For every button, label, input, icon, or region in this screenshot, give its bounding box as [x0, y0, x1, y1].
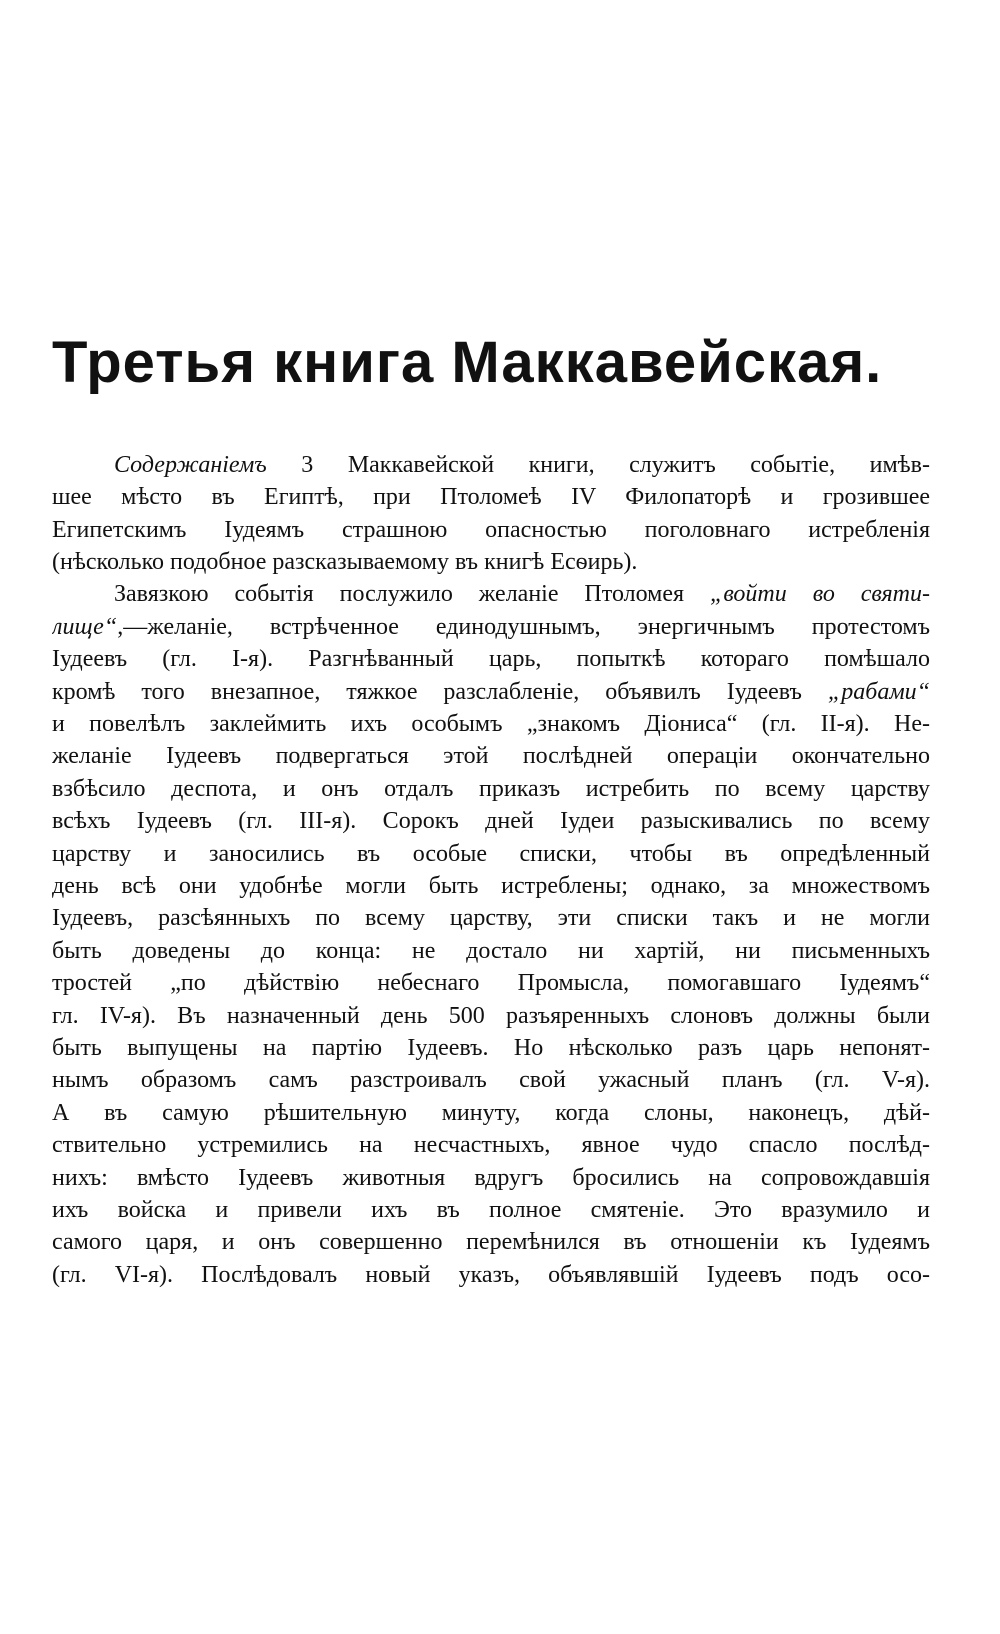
line-text: ,—желаніе, встрѣченное единодушнымъ, энергичнымъ протестомъ	[117, 613, 930, 640]
text-line: Іудеевъ, разсѣянныхъ по всему царству, эти списки такъ и не могли	[52, 905, 930, 932]
text-line: взбѣсило деспота, и онъ отдалъ приказъ истребить по всему царству	[52, 775, 930, 802]
text-line: быть доведены до конца: не достало ни хартій, ни письменныхъ	[52, 937, 930, 964]
book-title: Третья книга Маккавейская.	[52, 330, 883, 395]
text-line: ствительно устремились на несчастныхъ, явное чудо спасло послѣд-	[52, 1132, 930, 1159]
text-line: желаніе Іудеевъ подвергаться этой послѣдней операціи окончательно	[52, 743, 930, 770]
text-line: Іудеевъ (гл. І-я). Разгнѣванный царь, попыткѣ котораго помѣшало	[52, 646, 930, 673]
italic-text: „рабами“	[827, 678, 930, 705]
page	[52, 330, 930, 1291]
text-line: всѣхъ Іудеевъ (гл. ІІІ-я). Сорокъ дней Іудеи разыскивались по всему	[52, 808, 930, 835]
text-line	[52, 578, 930, 610]
text-line: ихъ войска и привели ихъ въ полное смятеніе. Это вразумило и	[52, 1197, 930, 1224]
text-line: (нѣсколько подобное разсказываемому въ книгѣ Есѳирь).	[52, 548, 638, 575]
text-line: нымъ образомъ самъ разстроивалъ свой ужасный планъ (гл. V-я).	[52, 1067, 930, 1094]
text-line: А въ самую рѣшительную минуту, когда слоны, наконецъ, дѣй-	[52, 1099, 930, 1126]
text-line	[52, 676, 930, 708]
line-text: Завязкою событія послужило желаніе Птоломея	[114, 581, 710, 608]
line-text: 3 Маккавейской книги, служитъ событіе, имѣв-	[266, 451, 930, 478]
text-line: и повелѣлъ заклеймить ихъ особымъ „знакомъ Діониса“ (гл. ІІ-я). Не-	[52, 710, 930, 737]
text-line	[52, 611, 930, 643]
text-line: гл. IV-я). Въ назначенный день 500 разъяренныхъ слоновъ должны были	[52, 1002, 930, 1029]
italic-text: Содержаніемъ	[114, 451, 267, 478]
text-line	[52, 449, 930, 481]
text-line: самого царя, и онъ совершенно перемѣнился въ отношеніи къ Іудеямъ	[52, 1229, 930, 1256]
text-line: царству и заносились въ особые списки, чтобы въ опредѣленный	[52, 840, 930, 867]
paragraph-summary	[52, 449, 930, 579]
line-text: кромѣ того внезапное, тяжкое разслабленіе, объявилъ Іудеевъ	[52, 678, 828, 705]
paragraph-plot	[52, 578, 930, 1291]
text-line: быть выпущены на партію Іудеевъ. Но нѣсколько разъ царь непонят-	[52, 1035, 930, 1061]
text-line: день всѣ они удобнѣе могли быть истреблены; однако, за множествомъ	[52, 872, 930, 899]
italic-text: „войти во святи-	[709, 581, 930, 608]
text-line: Египетскимъ Іудеямъ страшною опасностью поголовнаго истребленія	[52, 516, 930, 543]
text-line: тростей „по дѣйствію небеснаго Промысла, помогавшаго Іудеямъ“	[52, 970, 930, 997]
text-line: шее мѣсто въ Египтѣ, при Птоломеѣ IV Филопаторѣ и грозившее	[52, 484, 930, 511]
italic-text: лище“	[52, 613, 118, 640]
text-line: (гл. VI-я). Послѣдовалъ новый указъ, объявлявшій Іудеевъ подъ осо-	[52, 1261, 930, 1288]
text-line: нихъ: вмѣсто Іудеевъ животныя вдругъ бросились на сопровождавшія	[52, 1164, 930, 1191]
